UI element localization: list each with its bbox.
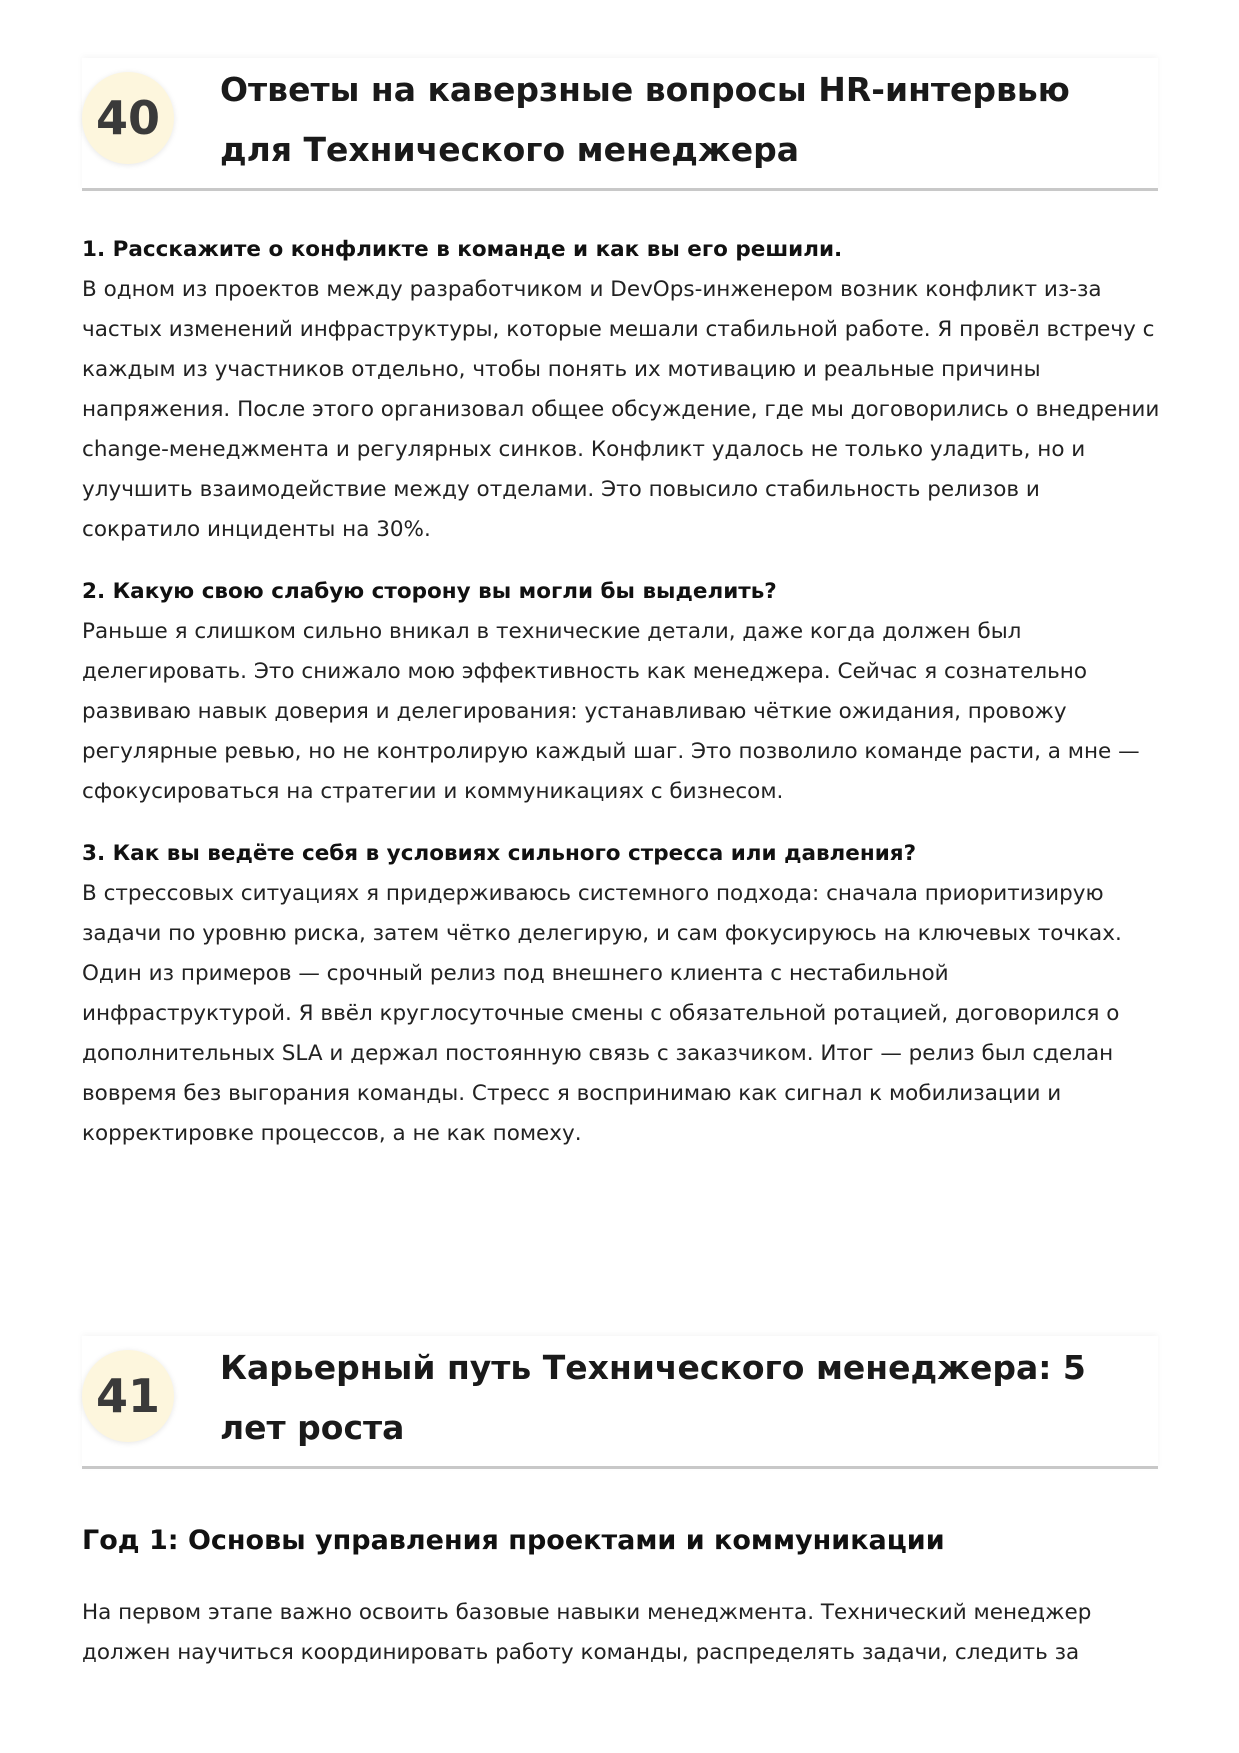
section-40-title: Ответы на каверзные вопросы HR-интервью для Технического менеджера	[220, 70, 1070, 169]
section-40-content	[82, 230, 1162, 1176]
section-41-title: Карьерный путь Технического менеджера: 5 лет роста	[220, 1348, 1086, 1447]
question-3: 3. Как вы ведёте себя в условиях сильного стресса или давления?	[82, 841, 917, 866]
qa-item	[82, 834, 1162, 1154]
question-1: 1. Расскажите о конфликте в команде и как вы его решили.	[82, 237, 843, 262]
section-41-content	[82, 1521, 1162, 1673]
qa-item	[82, 230, 1162, 550]
section-41-header	[82, 1336, 1158, 1469]
qa-item	[82, 572, 1162, 812]
year-1-heading: Год 1: Основы управления проектами и коммуникации	[82, 1525, 945, 1556]
section-40-header	[82, 58, 1158, 191]
answer-2: Раньше я слишком сильно вникал в технические детали, даже когда должен был делегировать. Это снижало мою эффективность как менеджера. Сейчас я сознательно развиваю навык доверия и делегирования: устанавливаю чёткие ожидания, провожу регулярные ревью, но не контролирую каждый шаг. Это позволило команде расти, а мне — сфокусироваться на стратегии и коммуникациях с бизнесом.	[82, 619, 1140, 804]
section-40-number-badge: 40	[82, 72, 174, 164]
answer-1: В одном из проектов между разработчиком и DevOps-инженером возник конфликт из-за частых изменений инфраструктуры, которые мешали стабильной работе. Я провёл встречу с каждым из участников отдельно, чтобы понять их мотивацию и реальные причины напряжения. После этого организовал общее обсуждение, где мы договорились о внедрении change-менеджмента и регулярных синков. Конфликт удалось не только уладить, но и улучшить взаимодействие между отделами. Это повысило стабильность релизов и сократило инциденты на 30%.	[82, 277, 1160, 542]
section-41-number-badge: 41	[82, 1350, 174, 1442]
year-1-text: На первом этапе важно освоить базовые навыки менеджмента. Технический менеджер должен научиться координировать работу команды, распределять задачи, следить за	[82, 1600, 1092, 1665]
answer-3: В стрессовых ситуациях я придерживаюсь системного подхода: сначала приоритизирую задачи по уровню риска, затем чётко делегирую, и сам фокусируюсь на ключевых точках. Один из примеров — срочный релиз под внешнего клиента с нестабильной инфраструктурой. Я ввёл круглосуточные смены с обязательной ротацией, договорился о дополнительных SLA и держал постоянную связь с заказчиком. Итог — релиз был сделан вовремя без выгорания команды. Стресс я воспринимаю как сигнал к мобилизации и корректировке процессов, а не как помеху.	[82, 881, 1122, 1146]
question-2: 2. Какую свою слабую сторону вы могли бы выделить?	[82, 579, 777, 604]
